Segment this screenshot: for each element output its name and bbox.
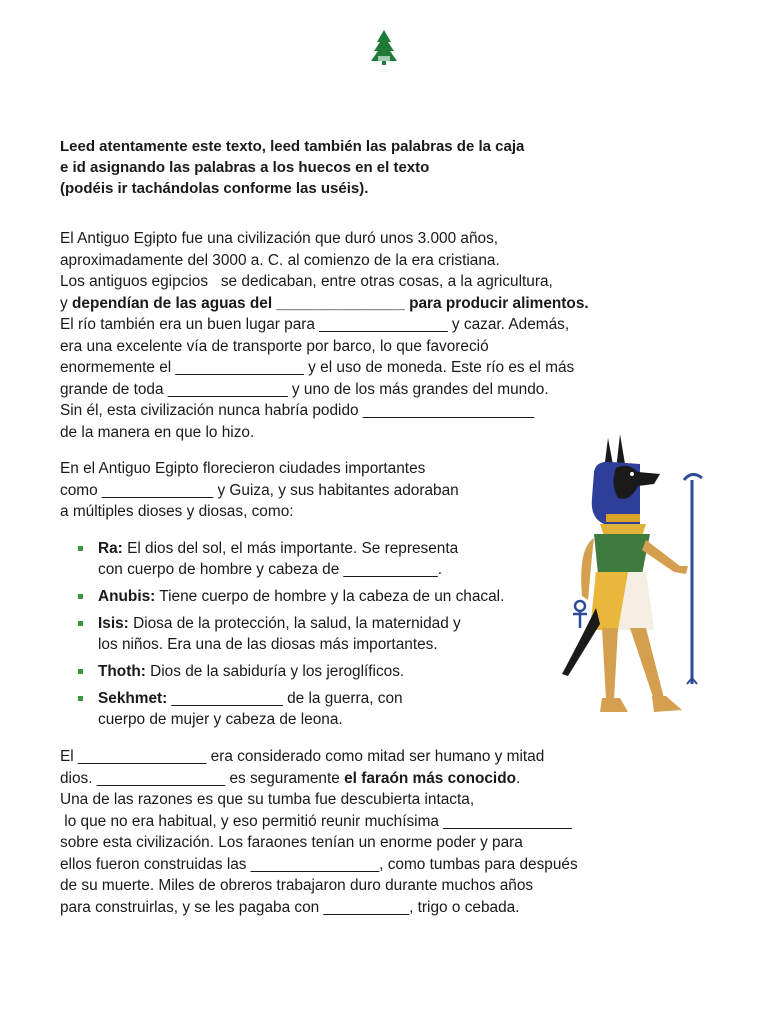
- text-line: [98, 688, 558, 709]
- instruction-line: Leed atentamente este texto, leed también las palabras de la caja: [60, 138, 525, 155]
- text-line: como _____________ y Guiza, y sus habitantes adoraban: [60, 481, 459, 499]
- text-span: dios. _______________ es seguramente: [60, 769, 345, 787]
- text-line: ellos fueron construidas las _______________, como tumbas para después: [60, 855, 578, 873]
- text-line: Una de las razones es que su tumba fue descubierta intacta,: [60, 791, 475, 808]
- text-line: sobre esta civilización. Los faraones tenían un enorme poder y para: [60, 834, 523, 851]
- text-line: grande de toda ______________ y uno de los más grandes del mundo.: [60, 380, 549, 398]
- paragraph-1: [60, 228, 589, 443]
- god-description: Diosa de la protección, la salud, la maternidad y: [128, 615, 461, 632]
- text-line: de su muerte. Miles de obreros trabajaron duro durante muchos años: [60, 877, 534, 894]
- text-line: aproximadamente del 3000 a. C. al comienzo de la era cristiana.: [60, 251, 500, 269]
- bold-text: el faraón más conocido: [344, 769, 517, 787]
- instructions: [60, 136, 620, 199]
- bullet-icon: [78, 669, 83, 674]
- god-description: Dios de la sabiduría y los jeroglíficos.: [145, 663, 405, 680]
- list-item: [78, 613, 558, 655]
- text-line: Sin él, esta civilización nunca habría podido ____________________: [60, 402, 535, 419]
- text-line: era una excelente vía de transporte por barco, lo que favoreció: [60, 337, 489, 355]
- text-line: para construirlas, y se les pagaba con __________, trigo o cebada.: [60, 898, 520, 916]
- god-name: Thoth:: [98, 663, 146, 680]
- gods-list: [78, 538, 558, 736]
- text-line: los niños. Era una de las diosas más importantes.: [98, 636, 438, 653]
- god-name: Ra:: [98, 540, 123, 557]
- text-line: enormemente el _______________ y el uso de moneda. Este río es el más: [60, 359, 575, 376]
- text-line: cuerpo de mujer y cabeza de leona.: [98, 711, 343, 728]
- tree-logo-icon: [368, 28, 400, 72]
- text-span: .: [516, 769, 521, 787]
- text-line: El Antiguo Egipto fue una civilización que duró unos 3.000 años,: [60, 230, 499, 247]
- god-description: _____________ de la guerra, con: [167, 690, 403, 707]
- text-line: a múltiples dioses y diosas, como:: [60, 503, 294, 520]
- instruction-line: e id asignando las palabras a los huecos en el texto: [60, 159, 430, 176]
- text-line: [98, 613, 558, 634]
- list-item: [78, 538, 558, 580]
- list-item: [78, 688, 558, 730]
- instruction-line: (podéis ir tachándolas conforme las uséis).: [60, 180, 369, 197]
- text-line: [60, 293, 589, 315]
- text-line: El río también era un buen lugar para _______________ y cazar. Además,: [60, 316, 570, 333]
- bullet-icon: [78, 594, 83, 599]
- text-line: [98, 661, 558, 682]
- text-line: [98, 586, 558, 607]
- bold-text: dependían de las aguas del _______________ para producir alimentos.: [71, 294, 589, 312]
- god-description: El dios del sol, el más importante. Se representa: [122, 540, 459, 557]
- text-span: y: [60, 294, 72, 312]
- god-name: Anubis:: [98, 588, 156, 605]
- text-line: con cuerpo de hombre y cabeza de ___________.: [98, 561, 442, 578]
- text-line: [60, 768, 578, 790]
- list-item: [78, 661, 558, 682]
- god-name: Sekhmet:: [98, 690, 168, 707]
- bullet-icon: [78, 621, 83, 626]
- bullet-icon: [78, 696, 83, 701]
- bullet-icon: [78, 546, 83, 551]
- text-line: En el Antiguo Egipto florecieron ciudades importantes: [60, 460, 426, 477]
- text-line: [98, 538, 558, 559]
- paragraph-2: [60, 458, 459, 523]
- paragraph-3: [60, 746, 578, 918]
- text-line: lo que no era habitual, y eso permitió reunir muchísima _______________: [60, 812, 572, 830]
- text-line: El _______________ era considerado como mitad ser humano y mitad: [60, 748, 545, 765]
- text-line: de la manera en que lo hizo.: [60, 423, 255, 441]
- text-line: Los antiguos egipcios se dedicaban, entre otras cosas, a la agricultura,: [60, 273, 553, 290]
- god-description: Tiene cuerpo de hombre y la cabeza de un chacal.: [155, 588, 505, 605]
- list-item: [78, 586, 558, 607]
- god-name: Isis:: [98, 615, 129, 632]
- anubis-figure-icon: [556, 428, 716, 718]
